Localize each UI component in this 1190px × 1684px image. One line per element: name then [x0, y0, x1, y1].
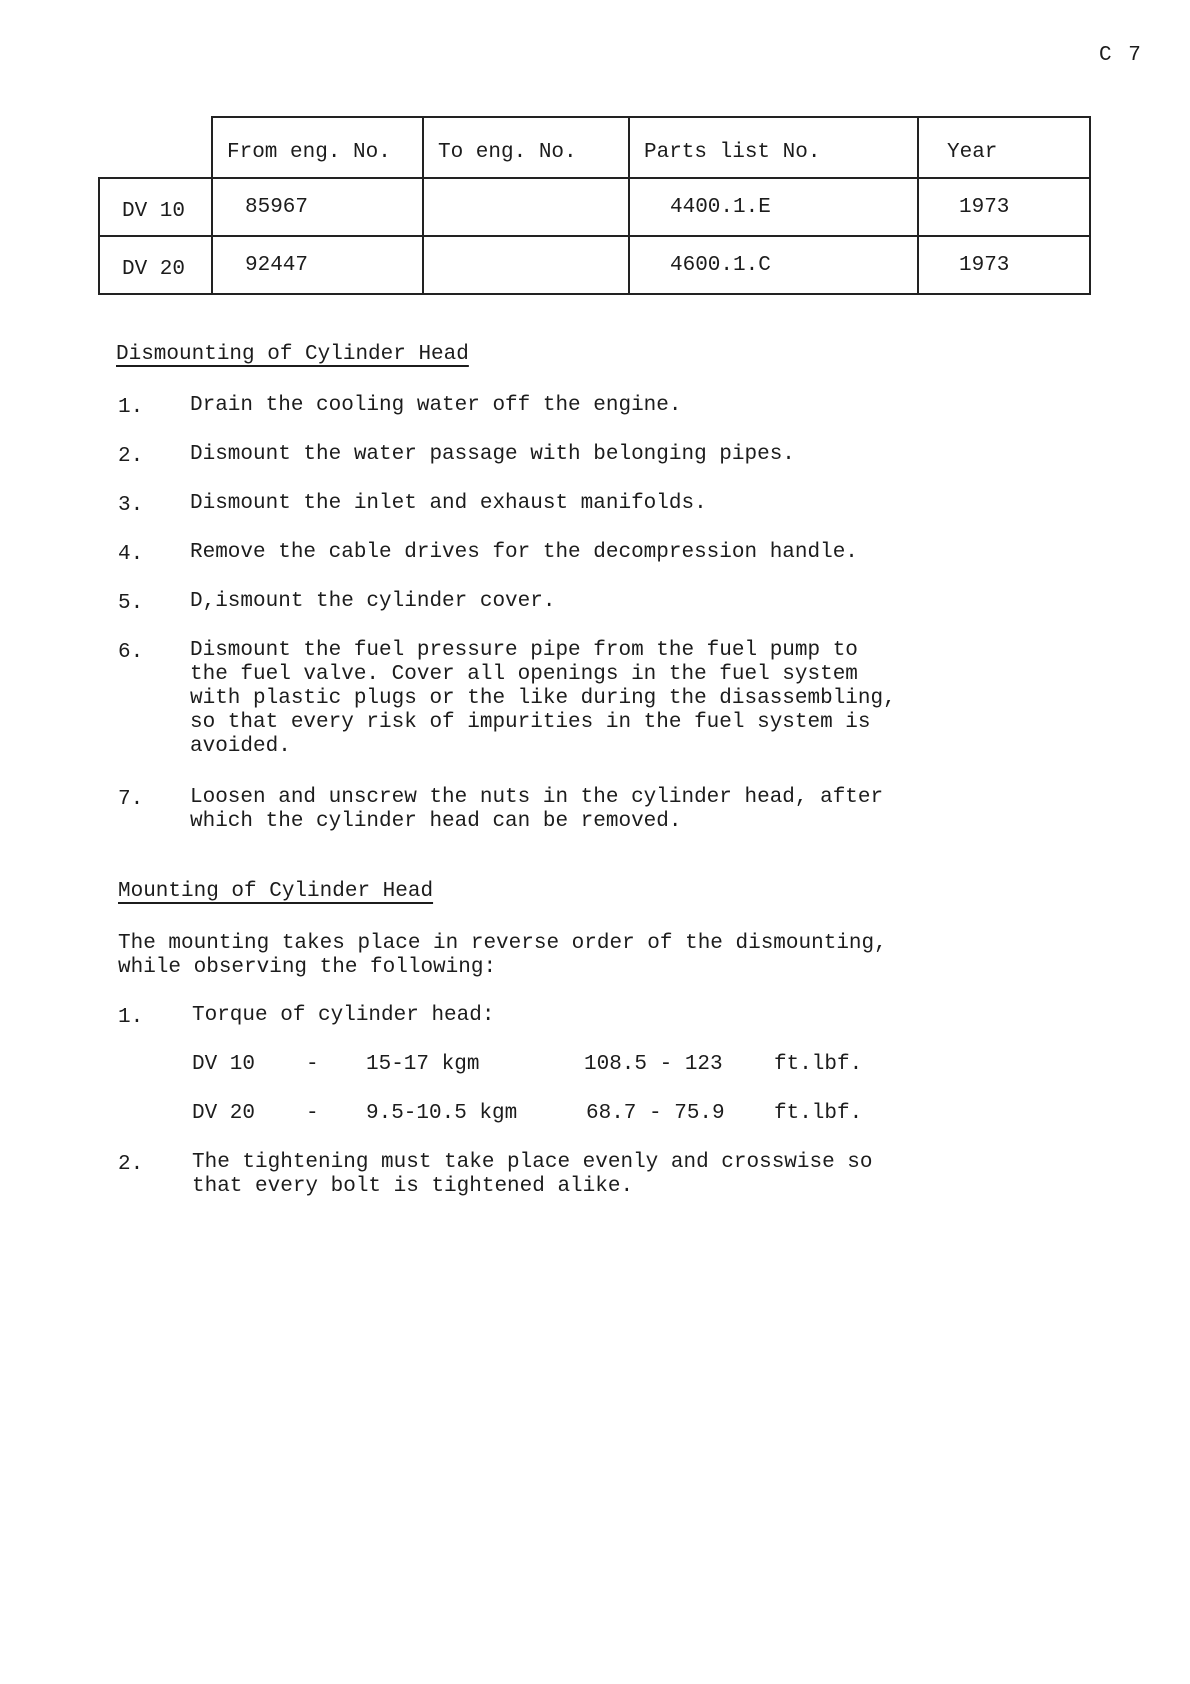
torque-kgm: 15-17 kgm: [366, 1053, 480, 1076]
step-number: 4.: [118, 543, 144, 566]
table-header-row: [99, 117, 1090, 178]
row-parts-list-no: 4600.1.C: [629, 236, 918, 294]
dismounting-title: Dismounting of Cylinder Head: [116, 343, 469, 366]
torque-kgm: 9.5-10.5 kgm: [366, 1102, 518, 1125]
row-year: 1973: [918, 236, 1090, 294]
torque-dash: -: [306, 1102, 319, 1125]
step-text: The tightening must take place evenly and crosswise so that every bolt is tightened alike.: [192, 1151, 873, 1198]
step-text: Dismount the fuel pressure pipe from the fuel pump to the fuel valve. Cover all openings in the fuel system with plastic plugs or the like during the disassembling, so that every risk of impurities in the fuel system is avoided.: [190, 639, 896, 758]
step-number: 2.: [118, 445, 144, 468]
torque-unit: ft.lbf.: [774, 1053, 863, 1076]
header-to-eng-no: To eng. No.: [423, 117, 629, 178]
row-year: 1973: [918, 178, 1090, 236]
row-to-eng-no: [423, 236, 629, 294]
mounting-intro: The mounting takes place in reverse order of the dismounting, while observing the following:: [118, 932, 887, 979]
row-from-eng-no: 85967: [212, 178, 423, 236]
torque-model: DV 20: [192, 1102, 256, 1125]
page-number: C 7: [1099, 44, 1143, 67]
step-text: Dismount the inlet and exhaust manifolds.: [190, 492, 707, 515]
step-text: Drain the cooling water off the engine.: [190, 394, 682, 417]
table-corner: [99, 117, 212, 178]
mounting-title: Mounting of Cylinder Head: [118, 880, 434, 903]
step-number: 3.: [118, 494, 144, 517]
step-text: Remove the cable drives for the decompression handle.: [190, 541, 858, 564]
step-text: Loosen and unscrew the nuts in the cylinder head, after which the cylinder head can be removed.: [190, 786, 884, 833]
torque-unit: ft.lbf.: [774, 1102, 863, 1125]
header-parts-list-no: Parts list No.: [629, 117, 918, 178]
row-model: DV 20: [99, 236, 212, 294]
step-number: 7.: [118, 788, 144, 811]
table-row: [99, 178, 1090, 236]
step-number: 1.: [118, 1006, 144, 1029]
step-number: 2.: [118, 1153, 144, 1176]
step-number: 1.: [118, 396, 144, 419]
torque-ftlbf: 108.5 - 123: [584, 1053, 723, 1076]
header-from-eng-no: From eng. No.: [212, 117, 423, 178]
row-parts-list-no: 4400.1.E: [629, 178, 918, 236]
row-model: DV 10: [99, 178, 212, 236]
step-text: Torque of cylinder head:: [192, 1004, 495, 1027]
row-to-eng-no: [423, 178, 629, 236]
torque-ftlbf: 68.7 - 75.9: [586, 1102, 725, 1125]
step-number: 6.: [118, 641, 144, 664]
torque-model: DV 10: [192, 1053, 256, 1076]
header-year: Year: [918, 117, 1090, 178]
step-text: Dismount the water passage with belonging pipes.: [190, 443, 795, 466]
torque-dash: -: [306, 1053, 319, 1076]
row-from-eng-no: 92447: [212, 236, 423, 294]
step-text: D,ismount the cylinder cover.: [190, 590, 556, 613]
engine-number-table: [98, 116, 1091, 295]
step-number: 5.: [118, 592, 144, 615]
table-row: [99, 236, 1090, 294]
